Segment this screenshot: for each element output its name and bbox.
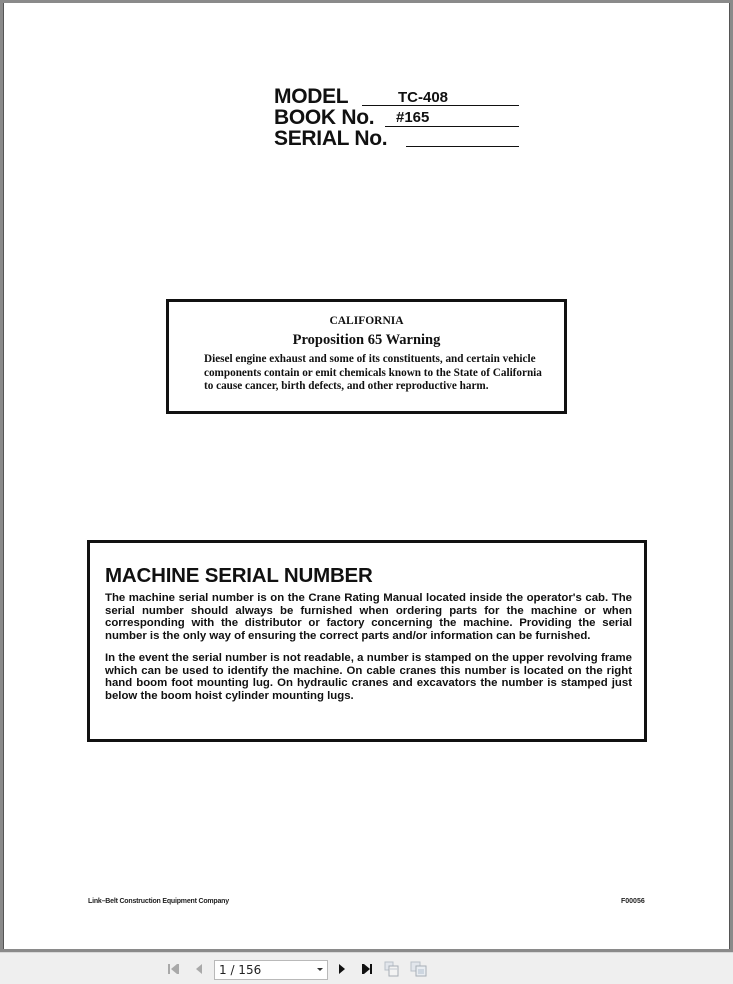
previous-page-icon xyxy=(195,963,203,975)
first-page-button[interactable] xyxy=(167,962,181,976)
prop65-title: Proposition 65 Warning xyxy=(292,332,441,348)
next-page-button[interactable] xyxy=(337,962,347,976)
machine-serial-title: MACHINE SERIAL NUMBER xyxy=(105,564,373,587)
two-page-view-button[interactable] xyxy=(410,961,428,977)
prop65-state: CALIFORNIA xyxy=(329,315,404,327)
book-value: #165 xyxy=(396,109,430,126)
single-page-view-button[interactable] xyxy=(384,961,400,977)
single-page-view-icon xyxy=(384,961,400,977)
machine-serial-number-box xyxy=(87,540,647,742)
page-number-select[interactable] xyxy=(214,960,328,980)
machine-serial-paragraph-2: In the event the serial number is not readable, a number is stamped on the upper revolving frame which can be used to identify the machine. On cable cranes this number is located on the right hand boom foot mounting lug. On hydraulic cranes and excavators the number is stamped just below the boom hoist cylinder mounting lugs. xyxy=(105,652,632,702)
last-page-button[interactable] xyxy=(360,962,374,976)
model-value: TC-408 xyxy=(398,89,449,106)
previous-page-button[interactable] xyxy=(194,962,204,976)
chevron-down-icon xyxy=(317,968,323,971)
machine-serial-paragraph-1: The machine serial number is on the Crane Rating Manual located inside the operator's cab. The serial number should always be furnished when ordering parts for the machine or when corresponding with the distributor or factory concerning the machine. Providing the serial number is the only way of ensuring the correct parts and/or information can be furnished. xyxy=(105,592,632,642)
book-underline xyxy=(385,126,519,127)
first-page-icon xyxy=(168,963,180,975)
next-page-icon xyxy=(338,963,346,975)
prop65-warning-box xyxy=(166,299,567,414)
two-page-view-icon xyxy=(410,961,428,977)
prop65-body: Diesel engine exhaust and some of its constituents, and certain vehicle components contain or emit chemicals known to the State of California to cause cancer, birth defects, and other reproductive harm. xyxy=(204,353,542,393)
book-label: BOOK No. xyxy=(274,106,375,129)
model-label: MODEL xyxy=(274,85,349,108)
last-page-icon xyxy=(361,963,373,975)
pdf-navigation-toolbar xyxy=(0,952,733,984)
serial-underline xyxy=(406,146,519,147)
serial-label: SERIAL No. xyxy=(274,127,388,150)
document-page xyxy=(3,3,730,949)
page-indicator: 1 / 156 xyxy=(219,963,262,977)
footer-company: Link–Belt Construction Equipment Company xyxy=(88,898,229,905)
footer-code: F00056 xyxy=(621,898,645,905)
